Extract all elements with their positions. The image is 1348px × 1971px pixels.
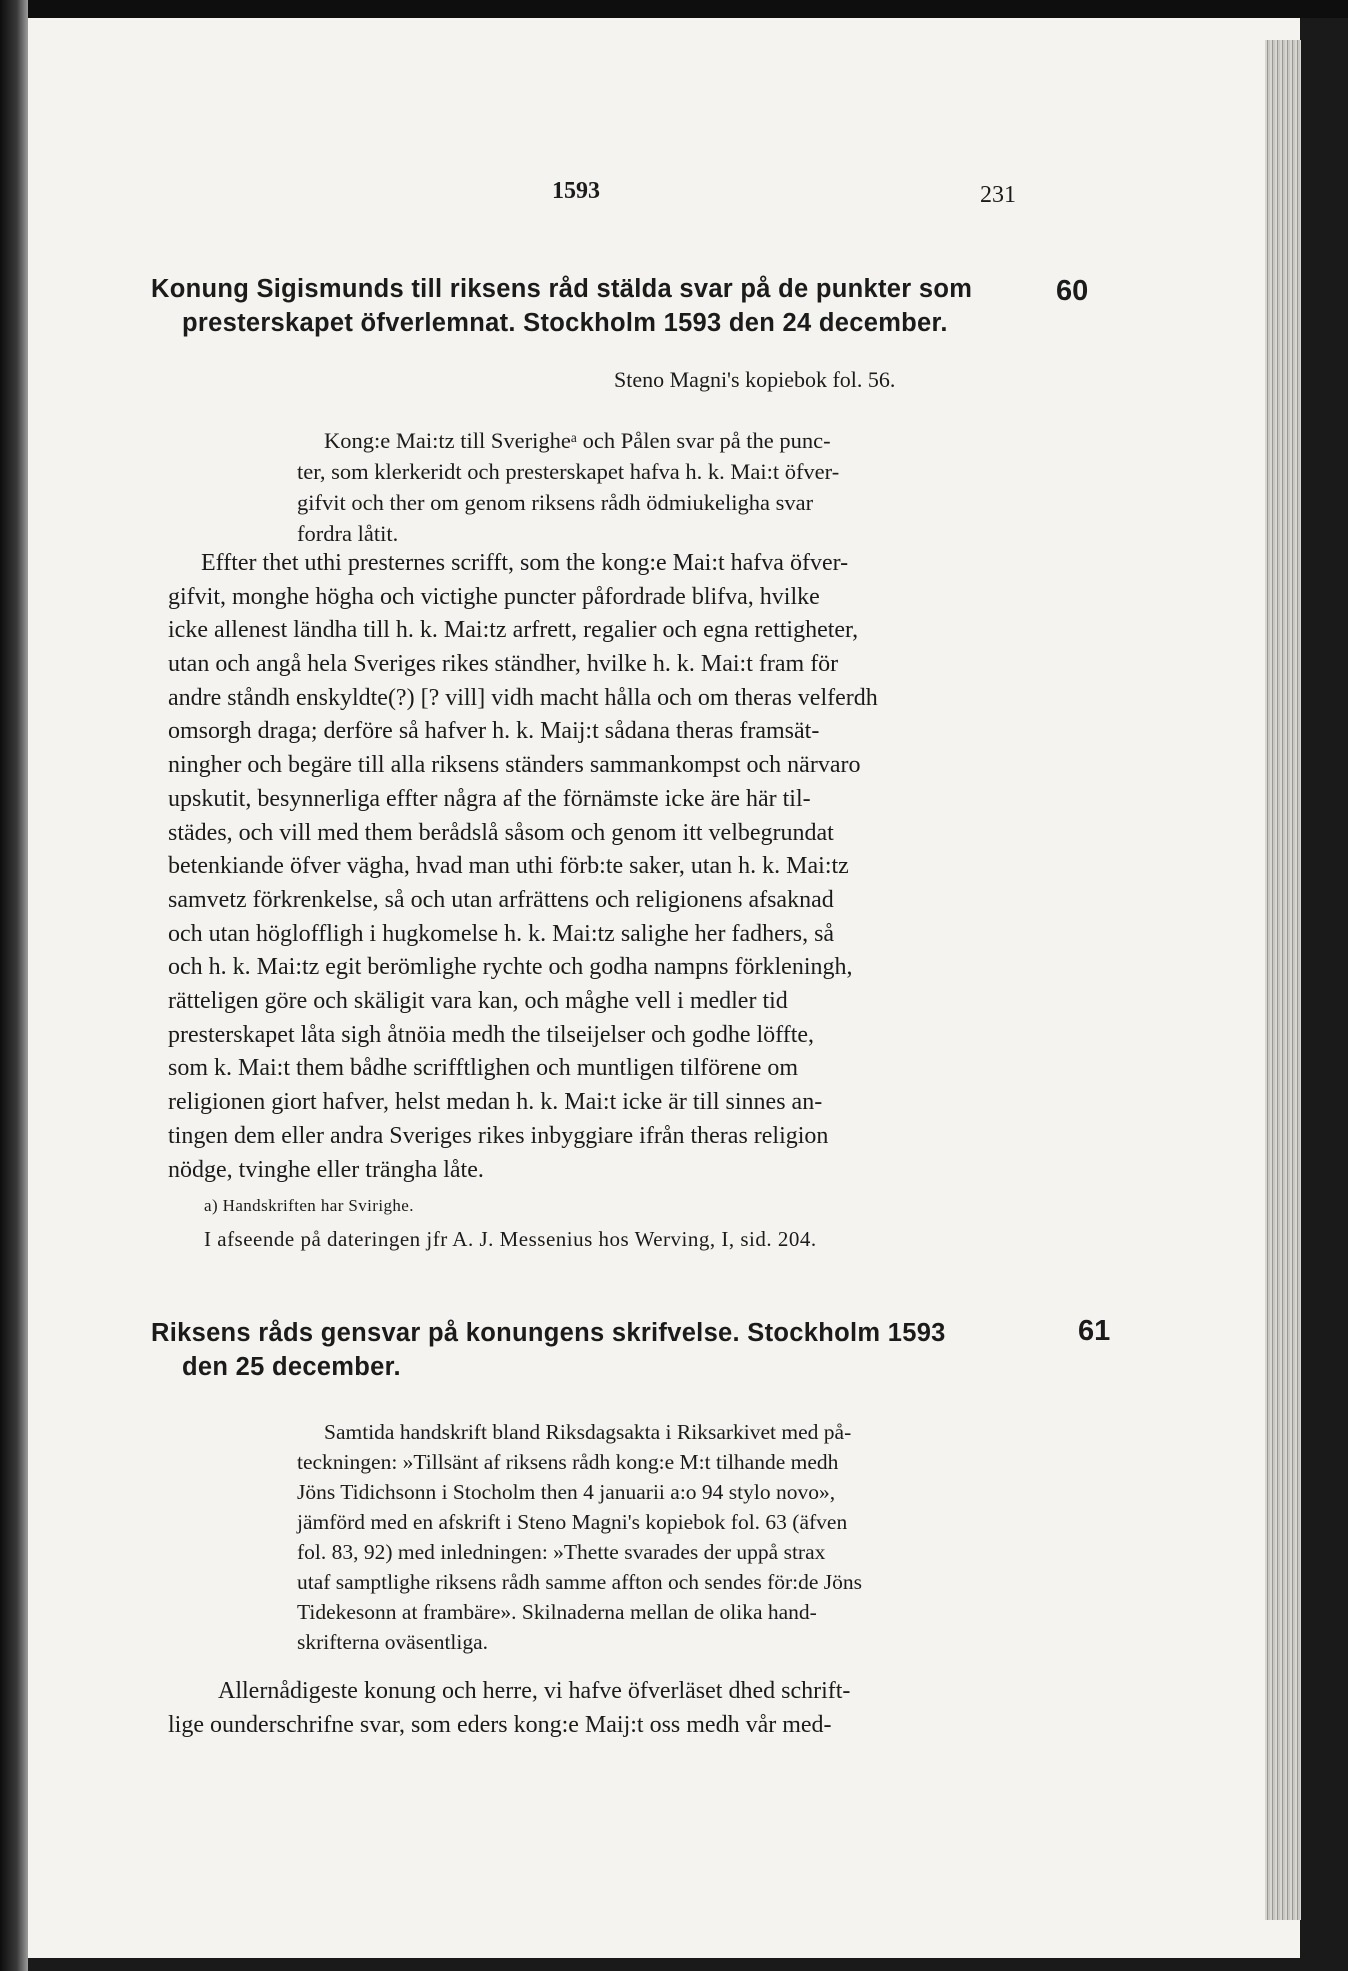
doc61-source-line: skrifterna oväsentliga. [297,1630,489,1654]
doc61-source-line: jämförd med en afskrift i Steno Magni's kopiebok fol. 63 (äfven [297,1510,848,1534]
doc60-intro-line: fordra låtit. [297,521,399,546]
doc60-intro-line: ter, som klerkeridt och presterskapet hafva h. k. Mai:t öfver- [297,459,840,484]
doc60-body-line: utan och angå hela Sveriges rikes ständher, hvilke h. k. Mai:t fram för [168,651,839,677]
doc61-source-line: utaf samptlighe riksens rådh samme affton och sendes för:de Jöns [297,1570,863,1594]
doc61-source-line: Samtida handskrift bland Riksdagsakta i Riksarkivet med på- [324,1420,852,1444]
doc60-body-line: Effter thet uthi presternes scrifft, som the kong:e Mai:t hafva öfver- [201,550,849,576]
doc60-body-line: andre ståndh enskyldte(?) [? vill] vidh macht hålla och om theras velferdh [168,685,878,711]
doc61-source-line: Jöns Tidichsonn i Stocholm then 4 januarii a:o 94 stylo novo», [297,1480,836,1504]
doc60-body-line: samvetz förkrenkelse, så och utan arfrättens och religionens afsaknad [168,887,834,913]
doc60-body-line: gifvit, monghe högha och victighe puncter påfordrade blifva, hvilke [168,584,820,610]
doc60-intro-line: Kong:e Mai:tz till Sverigheᵃ och Pålen svar på the punc- [324,428,831,453]
doc60-body-line: städes, och vill med them berådslå såsom och genom itt velbegrundat [168,820,834,846]
doc61-source-line: teckningen: »Tillsänt af riksens rådh kong:e M:t tilhande medh [297,1450,839,1474]
running-head-year: 1593 [552,178,600,204]
doc60-number: 60 [1056,275,1089,307]
page-number: 231 [980,182,1016,208]
doc60-body-line: och utan högloffligh i hugkomelse h. k. Mai:tz salighe her fadhers, så [168,921,835,947]
doc60-body-line: rätteligen göre och skäligit vara kan, och måghe vell i medler tid [168,988,788,1014]
doc60-intro-line: gifvit och ther om genom riksens rådh ödmiukeligha svar [297,490,814,515]
doc61-number: 61 [1078,1315,1111,1347]
doc60-critical-note: I afseende på dateringen jfr A. J. Messenius hos Werving, I, sid. 204. [204,1227,817,1251]
scan-top-band [0,0,1348,18]
doc60-body-line: ningher och begäre till alla riksens ständers sammankompst och närvaro [168,752,861,778]
doc61-heading-line-2: den 25 december. [182,1353,401,1381]
book-spine [0,0,28,1971]
doc60-heading-line-1: Konung Sigismunds till riksens råd stälda svar på de punkter som [151,275,973,303]
doc61-source-line: fol. 83, 92) med inledningen: »Thette svarades der uppå strax [297,1540,826,1564]
doc60-source: Steno Magni's kopiebok fol. 56. [614,367,896,392]
doc60-body-line: omsorgh draga; derföre så hafver h. k. Maij:t sådana theras framsät- [168,718,820,744]
doc61-body-line: Allernådigeste konung och herre, vi hafve öfverläset dhed schrift- [218,1678,851,1704]
doc60-body-line: betenkiande öfver vägha, hvad man uthi förb:te saker, utan h. k. Mai:tz [168,853,849,879]
doc60-body-line: religionen giort hafver, helst medan h. k. Mai:t icke är till sinnes an- [168,1089,823,1115]
doc60-body-line: upskutit, besynnerliga effter några af the förnämste icke äre här til- [168,786,811,812]
doc61-body-line: lige ounderschrifne svar, som eders kong:e Maij:t oss medh vår med- [168,1712,832,1738]
doc60-body-line: och h. k. Mai:tz egit berömlighe rychte och godha nampns förkleningh, [168,954,853,980]
page-edges [1265,40,1301,1920]
doc61-source-line: Tidekesonn at frambäre». Skilnaderna mellan de olika hand- [297,1600,817,1624]
doc60-heading-line-2: presterskapet öfverlemnat. Stockholm 1593 den 24 december. [182,309,948,337]
doc60-body-line: presterskapet låta sigh åtnöia medh the tilseijelser och godhe löffte, [168,1022,815,1048]
doc61-heading-line-1: Riksens råds gensvar på konungens skrifvelse. Stockholm 1593 [151,1319,946,1347]
doc60-body-line: tingen dem eller andra Sveriges rikes inbyggiare ifrån theras religion [168,1123,829,1149]
doc60-body-line: nödge, tvinghe eller trängha låte. [168,1157,484,1183]
doc60-body-line: icke allenest ländha till h. k. Mai:tz arfrett, regalier och egna rettigheter, [168,617,859,643]
doc60-footnote: a) Handskriften har Svirighe. [204,1196,414,1215]
doc60-body-line: som k. Mai:t them bådhe scrifftlighen och muntligen tilförene om [168,1055,799,1081]
